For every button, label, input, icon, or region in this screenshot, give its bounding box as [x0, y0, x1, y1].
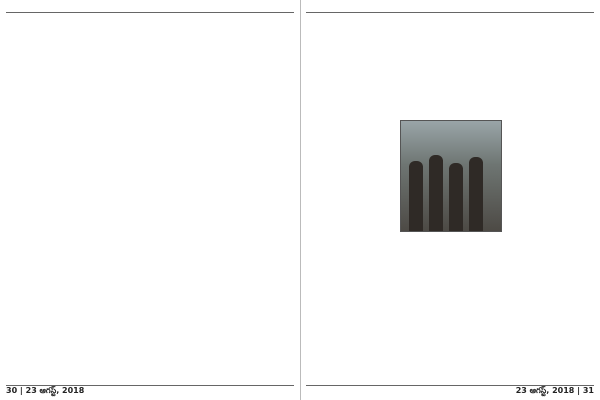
article-headline-block — [304, 14, 596, 80]
left-head-rule — [6, 12, 294, 13]
left-text-column-2 — [152, 14, 294, 386]
right-folio: 23 ఆగస్ట్, 2018 | 31 — [515, 386, 594, 395]
right-head-rule — [306, 12, 594, 13]
photo-figure — [409, 161, 423, 231]
photo-figure — [469, 157, 483, 231]
left-folio: 30 | 23 ఆగస్ట్, 2018 — [6, 386, 85, 395]
news-photo-icon — [400, 120, 502, 232]
article-text-column-1 — [304, 100, 396, 386]
left-text-column-1 — [6, 14, 146, 386]
right-page — [300, 0, 600, 400]
photo-figure — [449, 163, 463, 231]
article-text-column-3 — [504, 100, 596, 386]
article-text-column-2 — [404, 236, 496, 386]
photo-figure — [429, 155, 443, 231]
